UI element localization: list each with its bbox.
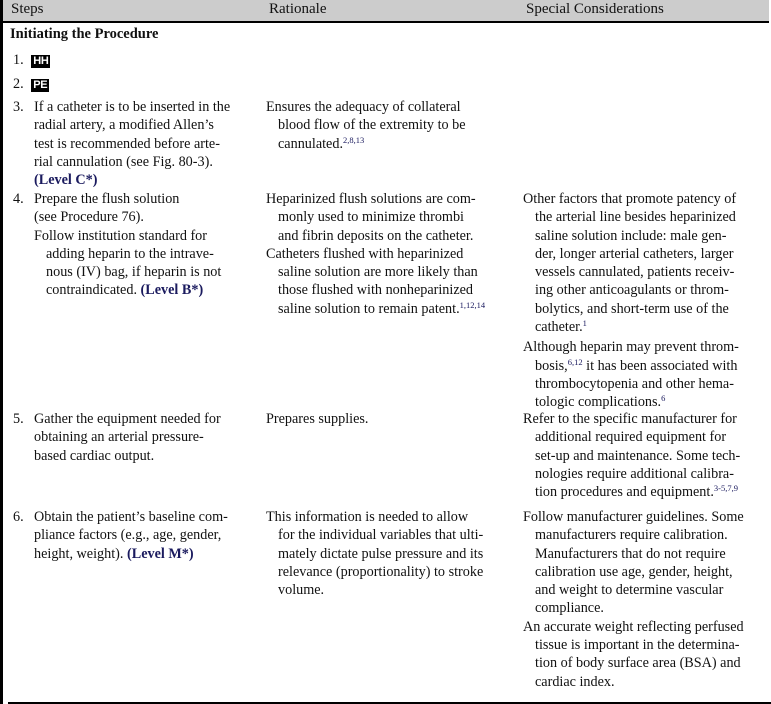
text-line: adding heparin to the intrave-	[46, 245, 214, 262]
step-number: 2.	[13, 76, 24, 92]
text-line: test is recommended before arte-	[34, 135, 220, 152]
text-line: Other factors that promote patency of	[523, 191, 737, 207]
step-number: 6.	[13, 509, 24, 525]
column-header-steps: Steps	[11, 1, 44, 17]
reference-superscript: 6,12	[567, 356, 583, 367]
step-number: 1.	[13, 52, 24, 68]
text-line: saline solution include: male gen-	[535, 227, 727, 244]
step-row-1	[13, 51, 50, 69]
text-span: saline solution to remain patent.	[278, 300, 460, 317]
text-line	[34, 281, 221, 299]
text-line: Ensures the adequacy of collateral	[266, 99, 461, 115]
text-line	[266, 135, 511, 153]
text-span: it has been associated with	[582, 357, 738, 374]
text-line: Although heparin may prevent throm-	[523, 339, 739, 356]
text-line: pliance factors (e.g., age, gender,	[34, 527, 222, 544]
considerations-cell-5	[523, 410, 771, 501]
step-text	[34, 190, 221, 300]
text-span: height, weight).	[34, 545, 124, 562]
text-line: based cardiac output.	[34, 447, 155, 464]
text-line	[523, 393, 771, 411]
text-line: Prepare the flush solution	[34, 191, 180, 207]
step-text	[34, 508, 228, 563]
text-line: Follow institution standard for	[34, 227, 208, 244]
text-line	[523, 357, 771, 375]
evidence-level: (Level B*)	[140, 282, 204, 299]
text-line: the arterial line besides heparinized	[535, 209, 736, 226]
text-span: contraindicated.	[46, 282, 137, 299]
text-line: those flushed with nonheparinized	[278, 282, 474, 299]
text-line: bolytics, and short-term use of the	[535, 300, 729, 317]
text-line: saline solution are more likely than	[278, 264, 478, 281]
text-line: tissue is important in the determina-	[535, 637, 740, 654]
rationale-cell-6	[266, 508, 511, 599]
text-line	[34, 545, 228, 563]
text-line: radial artery, a modified Allen’s	[34, 117, 214, 134]
text-line: ing other anticoagulants or throm-	[535, 282, 729, 299]
hand-hygiene-icon: HH	[33, 55, 49, 67]
text-line: (see Procedure 76).	[34, 209, 144, 226]
evidence-level: (Level M*)	[127, 545, 194, 562]
text-line: Refer to the specific manufacturer for	[523, 411, 737, 427]
column-header-special-considerations: Special Considerations	[526, 1, 664, 17]
text-line: manufacturers require calibration.	[535, 527, 728, 544]
text-line	[523, 318, 771, 336]
text-line: compliance.	[535, 600, 604, 617]
text-line: If a catheter is to be inserted in the	[34, 99, 231, 115]
section-title: Initiating the Procedure	[10, 26, 159, 42]
text-line: Obtain the patient’s baseline com-	[34, 509, 228, 525]
text-line: Follow manufacturer guidelines. Some	[523, 509, 744, 525]
text-span: bosis,	[535, 357, 568, 374]
step-number: 5.	[13, 411, 24, 427]
rationale-cell-3	[266, 98, 511, 153]
column-header-rationale: Rationale	[269, 1, 327, 17]
considerations-cell-4	[523, 190, 771, 412]
text-line: Manufacturers that do not require	[535, 545, 726, 562]
text-line: vessels cannulated, patients receiv-	[535, 264, 735, 281]
text-line: nous (IV) bag, if heparin is not	[46, 264, 222, 281]
reference-superscript: 1,12,14	[459, 299, 486, 310]
personal-protective-equipment-icon: PE	[33, 79, 48, 91]
reference-superscript: 2,8,13	[343, 134, 365, 145]
text-span: tion procedures and equipment.	[535, 484, 714, 501]
text-span: cannulated.	[278, 135, 343, 152]
text-line: rial cannulation (see Fig. 80-3).	[34, 153, 213, 170]
text-line: monly used to minimize thrombi	[278, 209, 464, 226]
text-line: cardiac index.	[535, 673, 615, 690]
text-line: calibration use age, gender, height,	[535, 563, 733, 580]
text-span: tologic complications.	[535, 394, 662, 411]
text-line: der, longer arterial catheters, larger	[535, 245, 734, 262]
text-line: Gather the equipment needed for	[34, 411, 221, 427]
step-number: 4.	[13, 191, 24, 207]
text-line: Prepares supplies.	[266, 411, 369, 427]
text-line: relevance (proportionality) to stroke	[278, 563, 484, 580]
table-header	[3, 0, 769, 23]
left-border	[0, 0, 3, 704]
considerations-cell-6	[523, 508, 771, 691]
text-line: and weight to determine vascular	[535, 582, 724, 599]
step-row-2	[13, 75, 49, 93]
reference-superscript: 6	[661, 393, 666, 404]
rationale-cell-4	[266, 190, 511, 318]
text-line: additional required equipment for	[535, 429, 727, 446]
evidence-level: (Level C*)	[34, 172, 98, 189]
reference-superscript: 3-5,7,9	[713, 483, 738, 494]
text-line: mately dictate pulse pressure and its	[278, 545, 484, 562]
text-line: nologies require additional calibra-	[535, 465, 734, 482]
rationale-cell-5	[266, 410, 511, 428]
text-line: blood flow of the extremity to be	[278, 117, 466, 134]
step-number: 3.	[13, 99, 24, 115]
text-line: This information is needed to allow	[266, 509, 469, 525]
text-line: for the individual variables that ulti-	[278, 527, 484, 544]
text-line: tion of body surface area (BSA) and	[535, 655, 741, 672]
step-text	[34, 410, 221, 465]
text-line: set-up and maintenance. Some tech-	[535, 447, 741, 464]
text-line	[523, 483, 771, 501]
text-line: An accurate weight reflecting perfused	[523, 618, 744, 635]
reference-superscript: 1	[582, 318, 587, 329]
text-line: thrombocytopenia and other hema-	[535, 375, 734, 392]
step-text	[34, 98, 230, 189]
text-line: obtaining an arterial pressure-	[34, 429, 204, 446]
text-line: and fibrin deposits on the catheter.	[278, 227, 474, 244]
text-span: catheter.	[535, 319, 583, 336]
text-line: volume.	[278, 582, 325, 599]
text-line	[266, 300, 511, 318]
text-line: Heparinized flush solutions are com-	[266, 191, 476, 207]
text-line: Catheters flushed with heparinized	[266, 245, 464, 262]
